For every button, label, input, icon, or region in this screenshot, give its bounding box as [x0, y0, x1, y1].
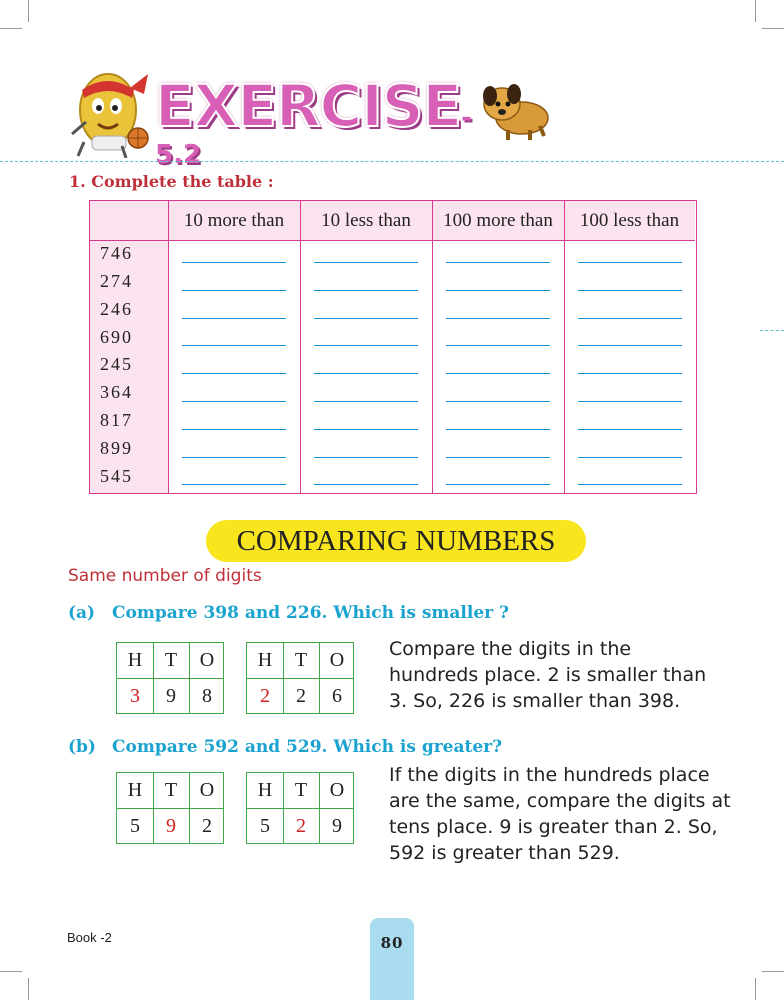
row-number: 245 [100, 354, 133, 374]
answer-blank-line[interactable] [578, 262, 682, 263]
complete-table [89, 200, 697, 494]
part-b-question: Compare 592 and 529. Which is greater? [112, 737, 503, 757]
part-a-explanation [389, 636, 706, 714]
row-number: 690 [100, 327, 133, 347]
answer-blank-line[interactable] [446, 484, 550, 485]
exercise-title-initial: E [155, 72, 194, 140]
answer-blank-line[interactable] [182, 484, 286, 485]
header-divider [0, 161, 784, 162]
hto-header: H [257, 779, 273, 801]
answer-blank-line[interactable] [578, 484, 682, 485]
answer-blank-line[interactable] [182, 373, 286, 374]
answer-blank-line[interactable] [314, 457, 418, 458]
explanation-line: hundreds place. 2 is smaller than [389, 664, 707, 686]
part-a-label: (a) [68, 603, 96, 623]
exercise-title-dash: - [461, 103, 472, 133]
page-number-tab [370, 918, 414, 1000]
section-banner: COMPARING NUMBERS [206, 520, 586, 562]
explanation-line: Compare the digits in the [389, 638, 632, 660]
answer-blank-line[interactable] [578, 290, 682, 291]
answer-blank-line[interactable] [446, 345, 550, 346]
hto-header: T [294, 779, 308, 801]
explanation-line: If the digits in the hundreds place [389, 764, 710, 786]
crop-mark [0, 971, 22, 972]
row-number: 899 [100, 438, 133, 458]
hundreds-digit: 5 [260, 815, 270, 837]
tens-digit: 2 [296, 685, 306, 707]
crop-mark [755, 0, 756, 22]
table-divider [168, 201, 169, 493]
row-number: 817 [100, 410, 133, 430]
ones-digit: 9 [332, 815, 342, 837]
tens-digit: 9 [166, 815, 176, 837]
crop-mark [0, 28, 22, 29]
exercise-title-rest: XERCISE [193, 72, 462, 140]
row-number: 545 [100, 466, 133, 486]
row-number: 364 [100, 382, 133, 402]
hto-header: O [199, 649, 215, 671]
hto-header: O [329, 649, 345, 671]
crop-mark [762, 28, 784, 29]
exercise-title [155, 72, 495, 170]
part-b-explanation [389, 762, 731, 866]
answer-blank-line[interactable] [446, 429, 550, 430]
answer-blank-line[interactable] [182, 345, 286, 346]
hto-header: O [199, 779, 215, 801]
crop-mark [28, 978, 29, 1000]
column-header-10-less: 10 less than [300, 201, 432, 241]
answer-blank-line[interactable] [314, 290, 418, 291]
explanation-line: are the same, compare the digits at [389, 790, 731, 812]
answer-blank-line[interactable] [578, 401, 682, 402]
hto-header: T [294, 649, 308, 671]
question-1-heading: 1. Complete the table : [69, 172, 274, 191]
answer-blank-line[interactable] [182, 401, 286, 402]
hto-header: T [164, 649, 178, 671]
part-a-question: Compare 398 and 226. Which is smaller ? [112, 603, 509, 623]
answer-blank-line[interactable] [446, 401, 550, 402]
answer-blank-line[interactable] [578, 318, 682, 319]
hto-box-398 [116, 642, 224, 714]
tens-digit: 2 [296, 815, 306, 837]
explanation-line: tens place. 9 is greater than 2. So, [389, 816, 718, 838]
column-header-100-more: 100 more than [432, 201, 564, 241]
table-divider [564, 201, 565, 493]
answer-blank-line[interactable] [578, 373, 682, 374]
answer-blank-line[interactable] [446, 373, 550, 374]
exercise-number: 5.2 [155, 140, 202, 170]
explanation-line: 3. So, 226 is smaller than 398. [389, 690, 681, 712]
answer-blank-line[interactable] [314, 401, 418, 402]
answer-blank-line[interactable] [182, 318, 286, 319]
margin-mark [760, 330, 784, 331]
answer-blank-line[interactable] [182, 457, 286, 458]
answer-blank-line[interactable] [182, 290, 286, 291]
answer-blank-line[interactable] [182, 429, 286, 430]
hto-box-529 [246, 772, 354, 844]
hundreds-digit: 3 [130, 685, 140, 707]
potato-mascot-icon [64, 62, 156, 158]
hto-header: O [329, 779, 345, 801]
section-subheading: Same number of digits [68, 566, 262, 586]
answer-blank-line[interactable] [578, 457, 682, 458]
row-number: 246 [100, 299, 133, 319]
hto-box-592 [116, 772, 224, 844]
crop-mark [755, 978, 756, 1000]
table-divider [300, 201, 301, 493]
explanation-line: 592 is greater than 529. [389, 842, 620, 864]
hto-header: H [257, 649, 273, 671]
hto-header: H [127, 649, 143, 671]
column-header-100-less: 100 less than [564, 201, 695, 241]
hundreds-digit: 2 [260, 685, 270, 707]
ones-digit: 2 [202, 815, 212, 837]
answer-blank-line[interactable] [314, 484, 418, 485]
ones-digit: 6 [332, 685, 342, 707]
column-header-10-more: 10 more than [168, 201, 300, 241]
header-blank-cell [90, 201, 168, 241]
dog-mascot-icon [478, 80, 552, 142]
answer-blank-line[interactable] [314, 373, 418, 374]
page-number: 80 [380, 934, 404, 952]
row-number: 274 [100, 271, 133, 291]
answer-blank-line[interactable] [446, 262, 550, 263]
answer-blank-line[interactable] [314, 345, 418, 346]
hundreds-digit: 5 [130, 815, 140, 837]
crop-mark [28, 0, 29, 22]
hto-box-226 [246, 642, 354, 714]
answer-blank-line[interactable] [314, 318, 418, 319]
answer-blank-line[interactable] [446, 290, 550, 291]
answer-blank-line[interactable] [182, 262, 286, 263]
hto-header: T [164, 779, 178, 801]
table-divider [432, 201, 433, 493]
part-b-label: (b) [68, 737, 96, 757]
hto-header: H [127, 779, 143, 801]
answer-blank-line[interactable] [446, 457, 550, 458]
answer-blank-line[interactable] [578, 345, 682, 346]
answer-blank-line[interactable] [314, 262, 418, 263]
row-number: 746 [100, 243, 133, 263]
tens-digit: 9 [166, 685, 176, 707]
answer-blank-line[interactable] [446, 318, 550, 319]
answer-blank-line[interactable] [314, 429, 418, 430]
answer-blank-line[interactable] [578, 429, 682, 430]
ones-digit: 8 [202, 685, 212, 707]
crop-mark [762, 971, 784, 972]
book-label: Book -2 [67, 930, 112, 945]
